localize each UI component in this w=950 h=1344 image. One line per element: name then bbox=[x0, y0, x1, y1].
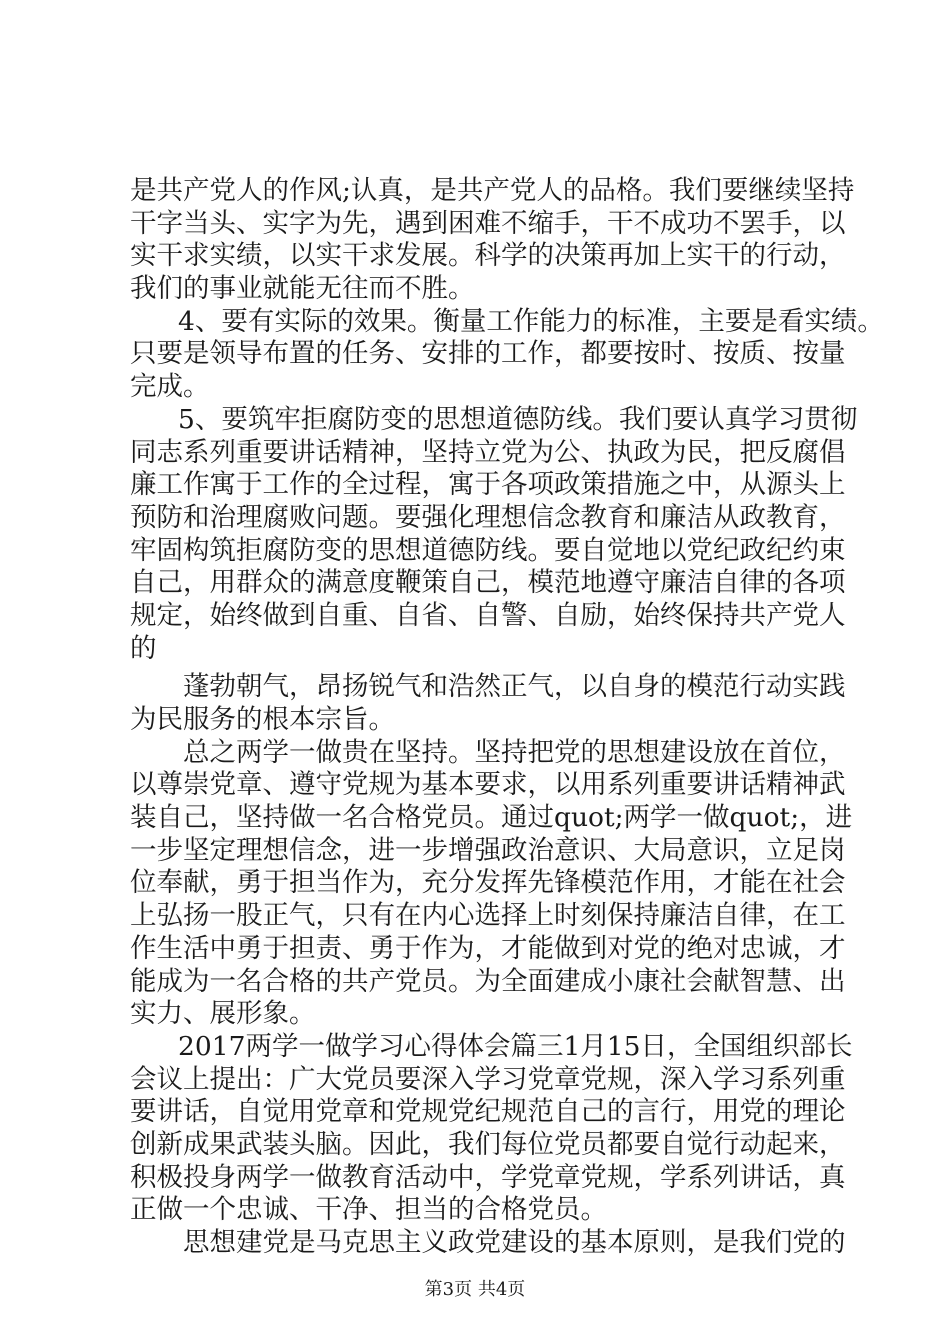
text-line: 装自己，坚持做一名合格党员。通过quot;两学一做quot;，进 bbox=[130, 802, 853, 833]
text-line: 以尊崇党章、遵守党规为基本要求，以用系列重要讲话精神武 bbox=[130, 769, 846, 800]
text-line: 的 bbox=[130, 633, 157, 664]
text-line: 廉工作寓于工作的全过程，寓于各项政策措施之中，从源头上 bbox=[130, 469, 846, 500]
text-line: 2017两学一做学习心得体会篇三1月15日，全国组织部长 bbox=[178, 1031, 853, 1062]
text-line: 蓬勃朝气，昂扬锐气和浩然正气，以自身的模范行动实践 bbox=[183, 671, 846, 702]
text-line: 是共产党人的作风;认真，是共产党人的品格。我们要继续坚持 bbox=[130, 175, 855, 206]
text-line: 我们的事业就能无往而不胜。 bbox=[130, 273, 475, 304]
text-line: 5、要筑牢拒腐防变的思想道德防线。我们要认真学习贯彻 bbox=[178, 404, 858, 435]
text-line: 干字当头、实字为先，遇到困难不缩手，干不成功不罢手，以 bbox=[130, 208, 846, 239]
text-line: 要讲话，自觉用党章和党规党纪规范自己的言行，用党的理论 bbox=[130, 1096, 846, 1127]
text-line: 自己，用群众的满意度鞭策自己，模范地遵守廉洁自律的各项 bbox=[130, 567, 846, 598]
text-line: 牢固构筑拒腐防变的思想道德防线。要自觉地以党纪政纪约束 bbox=[130, 535, 846, 566]
text-line: 实干求实绩，以实干求发展。科学的决策再加上实干的行动， bbox=[130, 240, 846, 271]
text-line: 总之两学一做贵在坚持。坚持把党的思想建设放在首位， bbox=[183, 737, 846, 768]
text-line: 会议上提出：广大党员要深入学习党章党规，深入学习系列重 bbox=[130, 1064, 846, 1095]
text-line: 同志系列重要讲话精神，坚持立党为公、执政为民，把反腐倡 bbox=[130, 437, 846, 468]
text-line: 创新成果武装头脑。因此，我们每位党员都要自觉行动起来， bbox=[130, 1129, 846, 1160]
text-line: 作生活中勇于担责、勇于作为，才能做到对党的绝对忠诚，才 bbox=[130, 933, 846, 964]
text-line: 为民服务的根本宗旨。 bbox=[130, 704, 395, 735]
text-line: 规定，始终做到自重、自省、自警、自励，始终保持共产党人 bbox=[130, 600, 846, 631]
text-line: 上弘扬一股正气，只有在内心选择上时刻保持廉洁自律，在工 bbox=[130, 900, 846, 931]
text-line: 实力、展形象。 bbox=[130, 998, 316, 1029]
text-line: 能成为一名合格的共产党员。为全面建成小康社会献智慧、出 bbox=[130, 966, 846, 997]
text-line: 预防和治理腐败问题。要强化理想信念教育和廉洁从政教育， bbox=[130, 502, 846, 533]
text-line: 积极投身两学一做教育活动中，学党章党规，学系列讲话，真 bbox=[130, 1162, 846, 1193]
page-number-footer: 第3页 共4页 bbox=[424, 1279, 526, 1300]
text-line: 4、要有实际的效果。衡量工作能力的标准，主要是看实绩。 bbox=[178, 306, 884, 337]
text-line: 正做一个忠诚、干净、担当的合格党员。 bbox=[130, 1194, 607, 1225]
text-line: 只要是领导布置的任务、安排的工作，都要按时、按质、按量 bbox=[130, 338, 846, 369]
text-line: 一步坚定理想信念，进一步增强政治意识、大局意识，立足岗 bbox=[130, 835, 846, 866]
text-line: 完成。 bbox=[130, 371, 210, 402]
text-line: 位奉献，勇于担当作为，充分发挥先锋模范作用，才能在社会 bbox=[130, 867, 846, 898]
text-line: 思想建党是马克思主义政党建设的基本原则，是我们党的 bbox=[183, 1227, 846, 1258]
